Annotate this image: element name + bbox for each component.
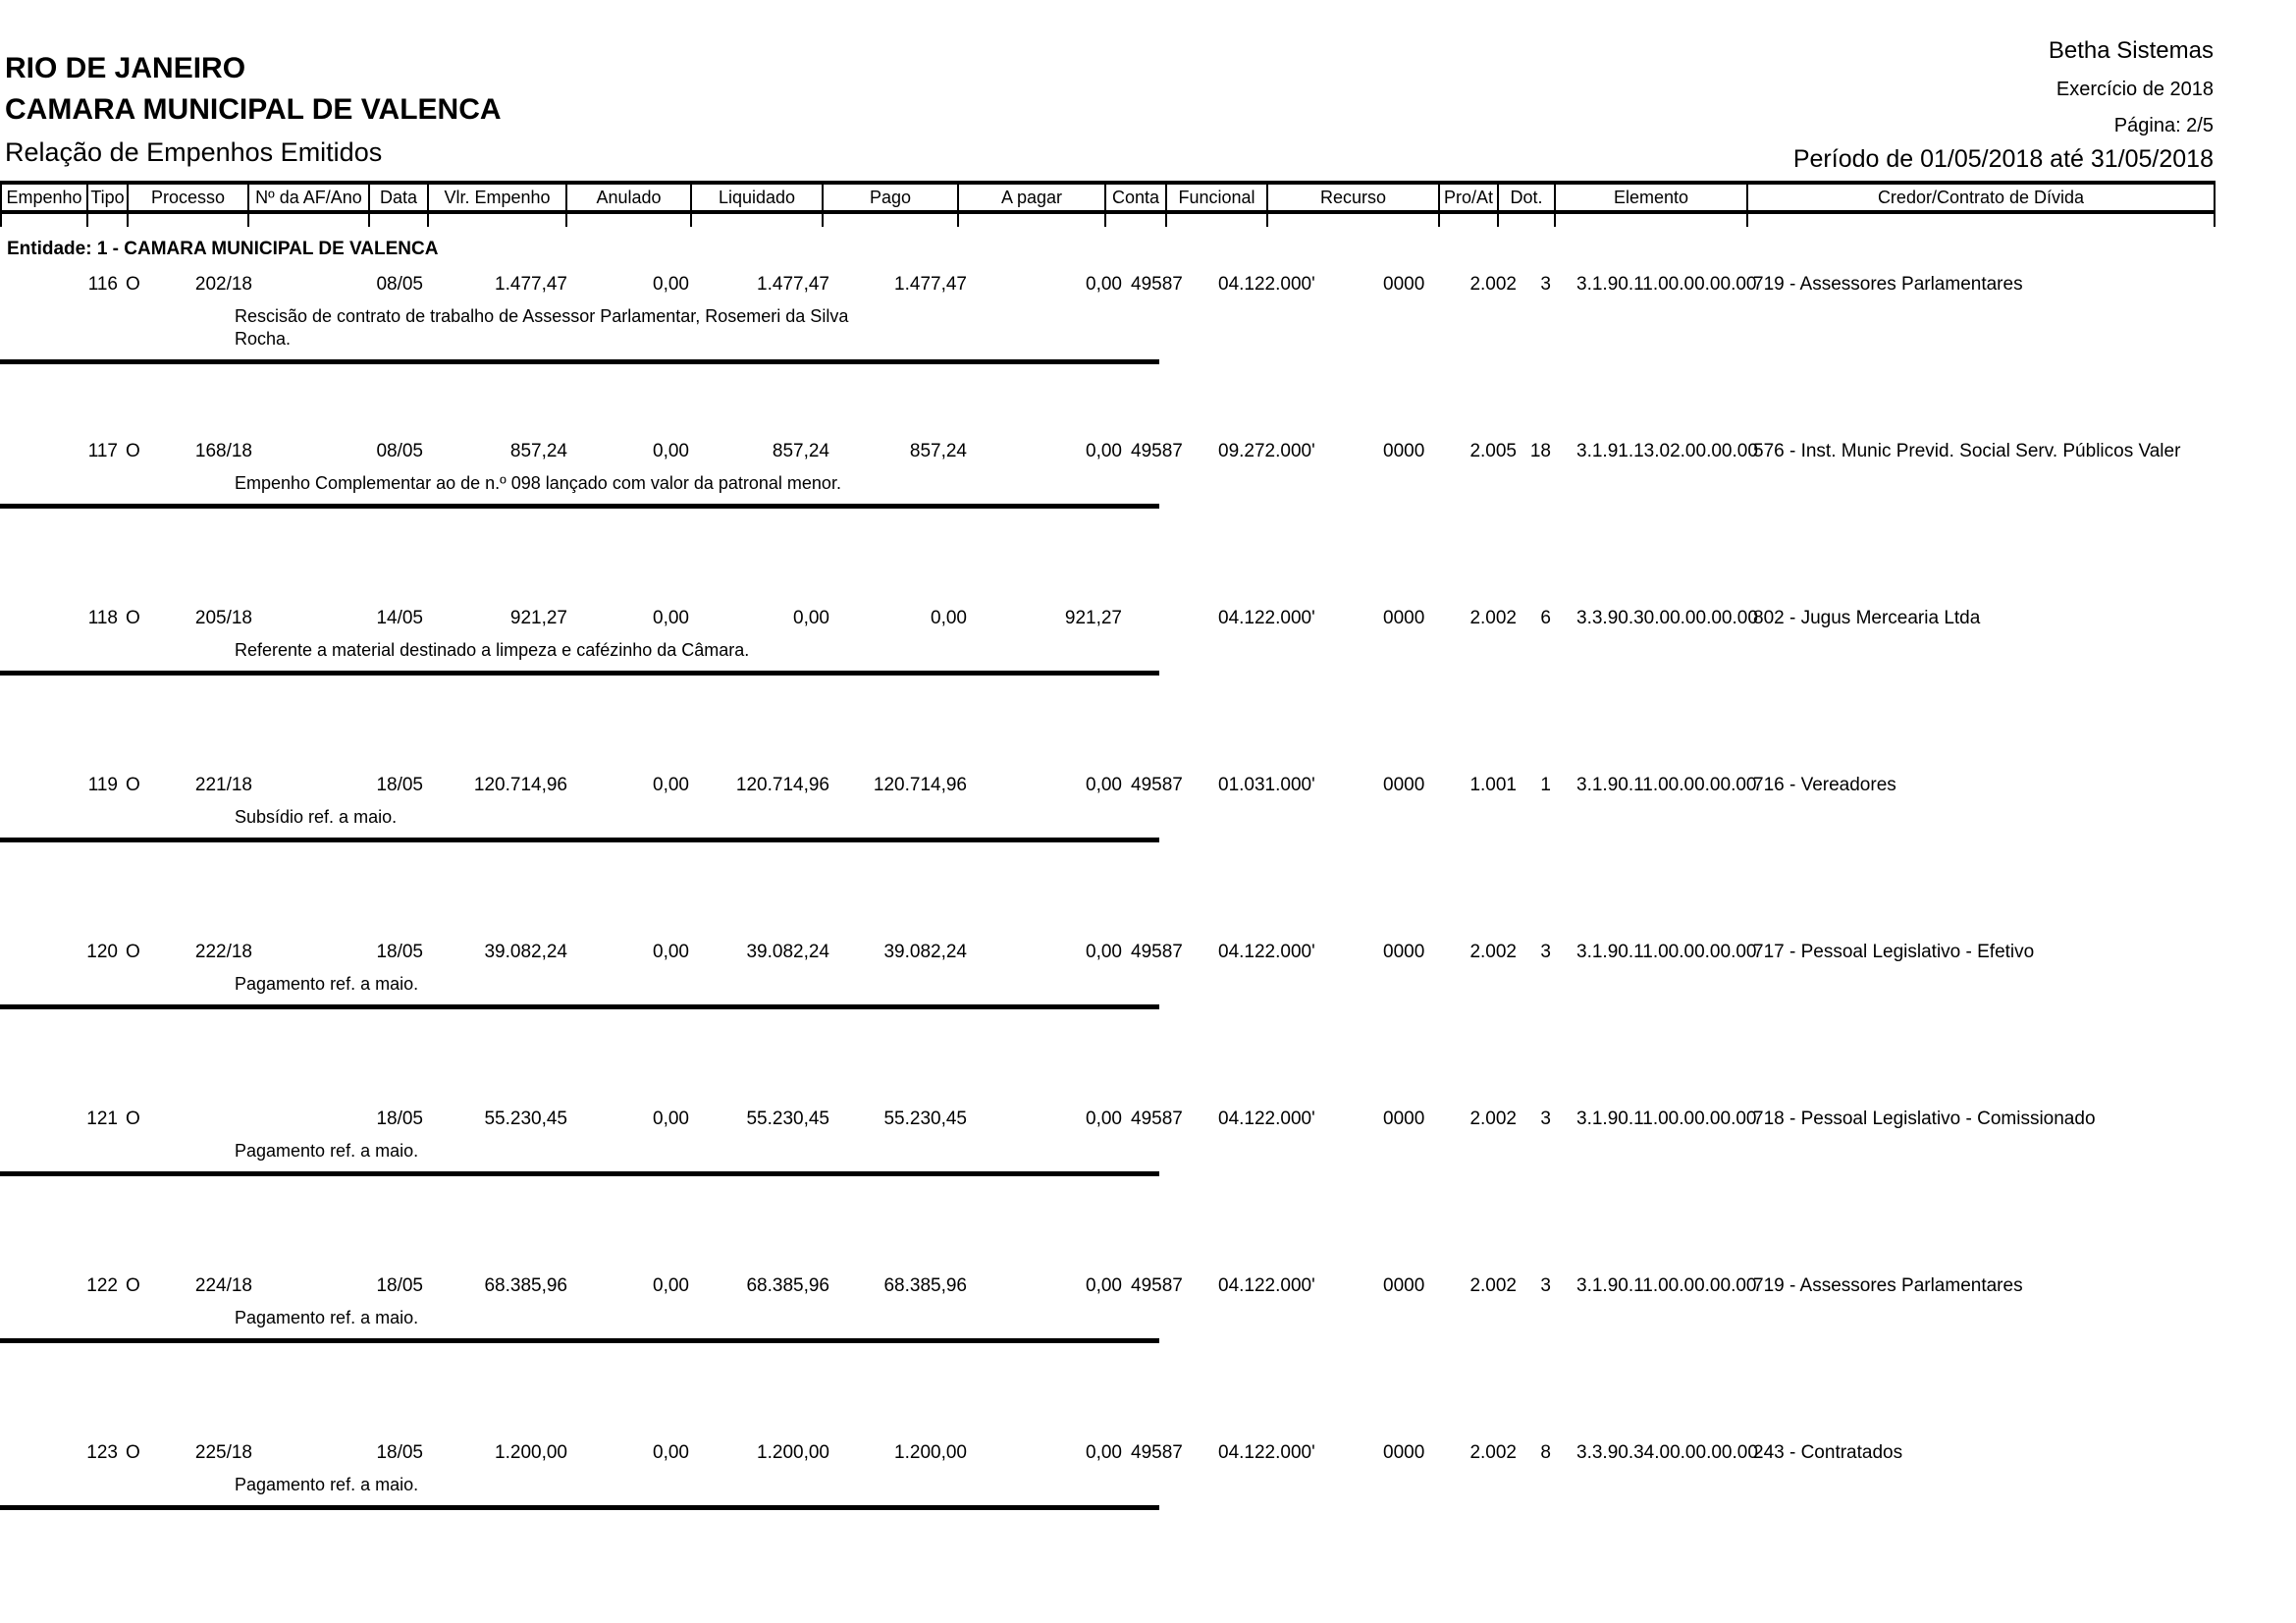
- cell-anulado: 0,00: [653, 942, 689, 962]
- cell-liquidado: 39.082,24: [746, 942, 829, 962]
- column-tick: [959, 214, 1106, 227]
- row-description: Referente a material destinado a limpeza e cafézinho da Câmara.: [235, 640, 750, 660]
- cell-elemento: 3.1.90.11.00.00.00.00: [1576, 942, 1757, 962]
- cell-tipo: O: [126, 1109, 140, 1129]
- cell-liquidado: 1.200,00: [757, 1442, 829, 1463]
- cell-dot: 3: [1540, 1109, 1551, 1129]
- cell-a_pagar: 0,00: [1086, 1275, 1122, 1296]
- cell-a_pagar: 0,00: [1086, 274, 1122, 295]
- cell-empenho: 116: [87, 274, 118, 295]
- cell-data: 18/05: [376, 775, 423, 795]
- column-tick: [1167, 214, 1268, 227]
- cell-pago: 120.714,96: [873, 775, 967, 795]
- column-tick: [0, 214, 88, 227]
- cell-credor: 716 - Vereadores: [1753, 775, 1896, 795]
- cell-empenho: 118: [87, 608, 118, 628]
- cell-data: 18/05: [376, 1275, 423, 1296]
- table-column-header: [0, 185, 2216, 210]
- cell-funcional: 04.122.000': [1218, 1442, 1315, 1463]
- cell-funcional: 04.122.000': [1218, 1275, 1315, 1296]
- cell-dot: 3: [1540, 274, 1551, 295]
- cell-pago: 1.477,47: [894, 274, 967, 295]
- cell-data: 08/05: [376, 274, 423, 295]
- row-description: Empenho Complementar ao de n.º 098 lançado com valor da patronal menor.: [235, 473, 841, 493]
- row-values: [0, 273, 2296, 297]
- row-description: Pagamento ref. a maio.: [235, 1141, 419, 1161]
- column-tick: [1748, 214, 2216, 227]
- cell-tipo: O: [126, 608, 140, 628]
- report-header-right: [1793, 37, 2214, 173]
- cell-tipo: O: [126, 775, 140, 795]
- cell-a_pagar: 0,00: [1086, 775, 1122, 795]
- row-values: [0, 774, 2296, 797]
- cell-recurso: 0000: [1383, 1442, 1425, 1463]
- column-tick: [567, 214, 692, 227]
- cell-funcional: 04.122.000': [1218, 1109, 1315, 1129]
- cell-recurso: 0000: [1383, 1275, 1425, 1296]
- vendor-name: Betha Sistemas: [2048, 37, 2214, 64]
- row-values: [0, 941, 2296, 964]
- cell-funcional: 01.031.000': [1218, 775, 1315, 795]
- column-header-vlr_empenho: Vlr. Empenho: [429, 185, 567, 210]
- table-row: [0, 440, 2296, 607]
- cell-elemento: 3.1.90.11.00.00.00.00: [1576, 274, 1757, 295]
- column-tick: [88, 214, 129, 227]
- cell-data: 08/05: [376, 441, 423, 461]
- table-row: [0, 273, 2296, 440]
- cell-tipo: O: [126, 1275, 140, 1296]
- cell-processo: 168/18: [194, 441, 252, 461]
- row-separator-rule: [0, 838, 1159, 842]
- cell-pago: 1.200,00: [894, 1442, 967, 1463]
- table-row: [0, 941, 2296, 1108]
- row-separator-rule: [0, 1338, 1159, 1343]
- column-header-credor: Credor/Contrato de Dívida: [1748, 185, 2216, 210]
- cell-dot: 3: [1540, 1275, 1551, 1296]
- report-title: Relação de Empenhos Emitidos: [5, 137, 383, 167]
- cell-processo: 225/18: [194, 1442, 252, 1463]
- cell-empenho: 121: [86, 1109, 118, 1129]
- cell-empenho: 117: [87, 441, 118, 461]
- column-header-processo: Processo: [129, 185, 249, 210]
- column-tick: [429, 214, 567, 227]
- cell-empenho: 119: [87, 775, 118, 795]
- cell-pago: 857,24: [909, 441, 967, 461]
- cell-dot: 3: [1540, 942, 1551, 962]
- cell-credor: 243 - Contratados: [1753, 1442, 1903, 1463]
- column-header-pago: Pago: [824, 185, 959, 210]
- cell-vlr_empenho: 68.385,96: [484, 1275, 567, 1296]
- column-header-data: Data: [370, 185, 429, 210]
- cell-vlr_empenho: 1.477,47: [495, 274, 567, 295]
- cell-liquidado: 857,24: [772, 441, 829, 461]
- cell-anulado: 0,00: [653, 441, 689, 461]
- cell-liquidado: 1.477,47: [757, 274, 829, 295]
- row-separator-rule: [0, 504, 1159, 509]
- table-row: [0, 1108, 2296, 1274]
- report-header-left: [5, 51, 502, 168]
- column-header-dot: Dot.: [1499, 185, 1556, 210]
- cell-anulado: 0,00: [653, 274, 689, 295]
- column-tick: [129, 214, 249, 227]
- cell-vlr_empenho: 120.714,96: [473, 775, 567, 795]
- cell-elemento: 3.1.90.11.00.00.00.00: [1576, 775, 1757, 795]
- exercise-label: Exercício de 2018: [2056, 79, 2214, 100]
- row-separator-rule: [0, 1004, 1159, 1009]
- cell-pago: 55.230,45: [883, 1109, 967, 1129]
- cell-tipo: O: [126, 274, 140, 295]
- cell-recurso: 0000: [1383, 274, 1425, 295]
- cell-credor: 802 - Jugus Mercearia Ltda: [1753, 608, 1981, 628]
- cell-anulado: 0,00: [653, 1109, 689, 1129]
- records-list: [0, 273, 2296, 1608]
- column-header-tipo: Tipo: [88, 185, 129, 210]
- table-row: [0, 774, 2296, 941]
- cell-processo: 202/18: [194, 274, 252, 295]
- cell-pago: 39.082,24: [883, 942, 967, 962]
- cell-credor: 576 - Inst. Munic Previd. Social Serv. Públicos Valer: [1753, 441, 2181, 461]
- row-values: [0, 1108, 2296, 1131]
- column-header-pro_at: Pro/At: [1440, 185, 1499, 210]
- cell-pago: 68.385,96: [883, 1275, 967, 1296]
- cell-elemento: 3.1.91.13.02.00.00.00: [1576, 441, 1758, 461]
- cell-empenho: 122: [86, 1275, 118, 1296]
- column-tick: [1499, 214, 1556, 227]
- cell-empenho: 123: [86, 1442, 118, 1463]
- cell-credor: 719 - Assessores Parlamentares: [1753, 1275, 2023, 1296]
- table-row: [0, 607, 2296, 774]
- cell-tipo: O: [126, 441, 140, 461]
- cell-dot: 18: [1529, 441, 1551, 461]
- cell-funcional: 04.122.000': [1218, 942, 1315, 962]
- period-label: Período de 01/05/2018 até 31/05/2018: [1792, 145, 2214, 173]
- cell-data: 14/05: [376, 608, 423, 628]
- row-description: Pagamento ref. a maio.: [235, 1475, 419, 1494]
- cell-anulado: 0,00: [653, 1442, 689, 1463]
- table-row: [0, 1441, 2296, 1608]
- cell-vlr_empenho: 857,24: [509, 441, 567, 461]
- cell-pro_at: 2.002: [1469, 1442, 1517, 1463]
- cell-conta: 49587: [1131, 1275, 1183, 1296]
- column-header-liquidado: Liquidado: [692, 185, 824, 210]
- column-header-empenho: Empenho: [0, 185, 88, 210]
- cell-pro_at: 2.005: [1469, 441, 1517, 461]
- cell-recurso: 0000: [1383, 942, 1425, 962]
- row-description: Rescisão de contrato de trabalho de Assessor Parlamentar, Rosemeri da Silva Rocha.: [235, 306, 849, 349]
- column-header-funcional: Funcional: [1167, 185, 1268, 210]
- cell-empenho: 120: [86, 942, 118, 962]
- cell-a_pagar: 921,27: [1064, 608, 1122, 628]
- column-header-elemento: Elemento: [1556, 185, 1748, 210]
- cell-elemento: 3.3.90.30.00.00.00.00: [1576, 608, 1758, 628]
- cell-conta: 49587: [1131, 1109, 1183, 1129]
- cell-tipo: O: [126, 942, 140, 962]
- cell-funcional: 09.272.000': [1218, 441, 1315, 461]
- cell-liquidado: 120.714,96: [735, 775, 829, 795]
- cell-credor: 718 - Pessoal Legislativo - Comissionado: [1753, 1109, 2096, 1129]
- cell-vlr_empenho: 921,27: [509, 608, 567, 628]
- cell-recurso: 0000: [1383, 1109, 1425, 1129]
- page-number: Página: 2/5: [2113, 115, 2214, 136]
- cell-pro_at: 2.002: [1469, 608, 1517, 628]
- cell-dot: 1: [1540, 775, 1551, 795]
- cell-a_pagar: 0,00: [1086, 1109, 1122, 1129]
- column-header-recurso: Recurso: [1268, 185, 1440, 210]
- row-separator-rule: [0, 359, 1159, 364]
- cell-credor: 717 - Pessoal Legislativo - Efetivo: [1753, 942, 2035, 962]
- entity-name: CAMARA MUNICIPAL DE VALENCA: [5, 93, 502, 126]
- row-description: Pagamento ref. a maio.: [235, 974, 419, 994]
- row-separator-rule: [0, 1505, 1159, 1510]
- cell-data: 18/05: [376, 1109, 423, 1129]
- cell-conta: 49587: [1131, 775, 1183, 795]
- cell-processo: 222/18: [194, 942, 252, 962]
- cell-a_pagar: 0,00: [1086, 942, 1122, 962]
- cell-processo: 205/18: [194, 608, 252, 628]
- cell-pro_at: 2.002: [1469, 942, 1517, 962]
- state-name: RIO DE JANEIRO: [5, 52, 246, 84]
- cell-dot: 6: [1540, 608, 1551, 628]
- column-tick: [249, 214, 370, 227]
- cell-conta: 49587: [1131, 942, 1183, 962]
- cell-data: 18/05: [376, 1442, 423, 1463]
- cell-vlr_empenho: 55.230,45: [484, 1109, 567, 1129]
- cell-pro_at: 2.002: [1469, 1275, 1517, 1296]
- cell-tipo: O: [126, 1442, 140, 1463]
- column-tick: [1556, 214, 1748, 227]
- cell-conta: 49587: [1131, 1442, 1183, 1463]
- cell-recurso: 0000: [1383, 441, 1425, 461]
- column-tick: [1440, 214, 1499, 227]
- row-separator-rule: [0, 671, 1159, 676]
- cell-elemento: 3.3.90.34.00.00.00.00: [1576, 1442, 1758, 1463]
- row-values: [0, 607, 2296, 630]
- cell-funcional: 04.122.000': [1218, 608, 1315, 628]
- column-tick: [692, 214, 824, 227]
- cell-recurso: 0000: [1383, 775, 1425, 795]
- cell-pro_at: 1.001: [1469, 775, 1517, 795]
- cell-credor: 719 - Assessores Parlamentares: [1753, 274, 2023, 295]
- cell-anulado: 0,00: [653, 1275, 689, 1296]
- cell-conta: 49587: [1131, 274, 1183, 295]
- cell-anulado: 0,00: [653, 608, 689, 628]
- table-row: [0, 1274, 2296, 1441]
- cell-a_pagar: 0,00: [1086, 1442, 1122, 1463]
- cell-processo: 221/18: [194, 775, 252, 795]
- row-values: [0, 1274, 2296, 1298]
- column-header-conta: Conta: [1106, 185, 1167, 210]
- cell-pro_at: 2.002: [1469, 274, 1517, 295]
- cell-a_pagar: 0,00: [1086, 441, 1122, 461]
- row-separator-rule: [0, 1171, 1159, 1176]
- column-tick: [1106, 214, 1167, 227]
- entity-line: Entidade: 1 - CAMARA MUNICIPAL DE VALENCA: [7, 239, 439, 259]
- cell-processo: 224/18: [194, 1275, 252, 1296]
- cell-conta: 49587: [1131, 441, 1183, 461]
- cell-liquidado: 68.385,96: [746, 1275, 829, 1296]
- column-tick: [824, 214, 959, 227]
- row-description: Subsídio ref. a maio.: [235, 807, 398, 827]
- column-header-anulado: Anulado: [567, 185, 692, 210]
- column-border-ticks: [0, 214, 2216, 227]
- cell-vlr_empenho: 39.082,24: [484, 942, 567, 962]
- cell-liquidado: 0,00: [793, 608, 829, 628]
- column-header-af_ano: Nº da AF/Ano: [249, 185, 370, 210]
- cell-data: 18/05: [376, 942, 423, 962]
- column-header-a_pagar: A pagar: [959, 185, 1106, 210]
- row-description: Pagamento ref. a maio.: [235, 1308, 419, 1327]
- cell-pago: 0,00: [931, 608, 967, 628]
- cell-elemento: 3.1.90.11.00.00.00.00: [1576, 1275, 1757, 1296]
- row-values: [0, 1441, 2296, 1465]
- cell-vlr_empenho: 1.200,00: [495, 1442, 567, 1463]
- cell-funcional: 04.122.000': [1218, 274, 1315, 295]
- cell-anulado: 0,00: [653, 775, 689, 795]
- cell-recurso: 0000: [1383, 608, 1425, 628]
- cell-elemento: 3.1.90.11.00.00.00.00: [1576, 1109, 1757, 1129]
- column-tick: [1268, 214, 1440, 227]
- cell-liquidado: 55.230,45: [746, 1109, 829, 1129]
- row-values: [0, 440, 2296, 463]
- cell-pro_at: 2.002: [1469, 1109, 1517, 1129]
- column-tick: [370, 214, 429, 227]
- cell-dot: 8: [1540, 1442, 1551, 1463]
